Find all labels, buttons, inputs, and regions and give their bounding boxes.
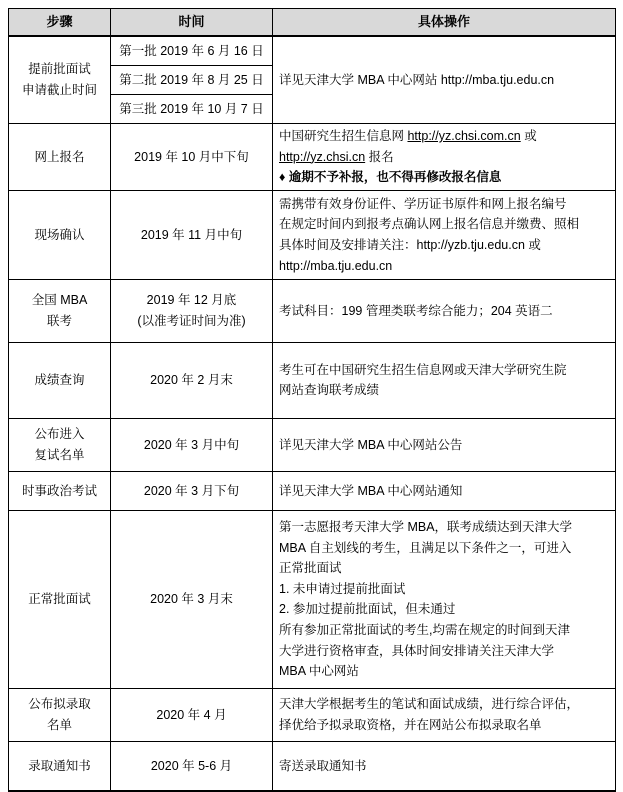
op-cell-onsite-confirmation xyxy=(273,190,616,279)
table-row xyxy=(9,342,616,418)
step-cell-admission-letter: 录取通知书 xyxy=(9,741,111,791)
time-cell: 2019 年 10 月中下旬 xyxy=(111,124,273,191)
time-cell: 2020 年 4 月 xyxy=(111,688,273,741)
table-row xyxy=(9,741,616,791)
op-text: 中国研究生招生信息网 xyxy=(279,129,408,143)
op-text: 或 xyxy=(520,129,537,143)
chsi-com-link[interactable]: http://yz.chsi.com.cn xyxy=(407,129,521,143)
table-row xyxy=(9,36,616,66)
op-bold-note: ♦ 逾期不予补报，也不得再修改报名信息 xyxy=(279,170,502,185)
op-cell-pre-interview: 详见天津大学 MBA 中心网站 http://mba.tju.edu.cn xyxy=(273,36,616,124)
table-row xyxy=(9,510,616,688)
op-line: 正常批面试 xyxy=(279,561,342,576)
step-line: 公布拟录取 xyxy=(28,697,91,712)
op-line xyxy=(279,126,609,147)
step-line: 复试名单 xyxy=(34,447,85,462)
op-line: 第一志愿报考天津大学 MBA，联考成绩达到天津大学 xyxy=(279,519,573,534)
table-row xyxy=(9,190,616,279)
op-cell-admission-letter: 寄送录取通知书 xyxy=(273,741,616,791)
time-cell: 2020 年 3 月中旬 xyxy=(111,418,273,471)
step-cell-score-inquiry: 成绩查询 xyxy=(9,342,111,418)
time-cell: 2020 年 3 月下旬 xyxy=(111,471,273,510)
op-line xyxy=(279,147,609,168)
op-line: 择优给予拟录取资格，并在网站公布拟录取名单 xyxy=(279,717,542,732)
time-line: (以准考证时间为准) xyxy=(137,313,246,328)
step-cell-admission-list xyxy=(9,688,111,741)
op-line: MBA 中心网站 xyxy=(279,664,359,679)
step-cell-pre-interview-deadline xyxy=(9,36,111,124)
time-cell: 2020 年 3 月末 xyxy=(111,510,273,688)
step-cell-online-registration: 网上报名 xyxy=(9,124,111,191)
table-row xyxy=(9,688,616,741)
op-cell-retest-list: 详见天津大学 MBA 中心网站公告 xyxy=(273,418,616,471)
time-cell xyxy=(111,279,273,342)
step-line: 全国 MBA xyxy=(31,293,88,308)
time-line: 2019 年 12 月底 xyxy=(146,293,237,308)
op-cell-politics-exam: 详见天津大学 MBA 中心网站通知 xyxy=(273,471,616,510)
op-line: 网站查询联考成绩 xyxy=(279,383,380,398)
step-cell-retest-list xyxy=(9,418,111,471)
op-line: 2. 参加过提前批面试，但未通过 xyxy=(279,602,456,617)
op-cell-online-registration xyxy=(273,124,616,191)
header-op: 具体操作 xyxy=(273,9,616,37)
header-time: 时间 xyxy=(111,9,273,37)
table-row xyxy=(9,471,616,510)
time-cell: 2019 年 11 月中旬 xyxy=(111,190,273,279)
op-line: 需携带有效身份证件、学历证书原件和网上报名编号 xyxy=(279,196,567,211)
time-cell-batch-2: 第二批 2019 年 8 月 25 日 xyxy=(111,66,273,95)
step-cell-politics-exam: 时事政治考试 xyxy=(9,471,111,510)
table-row xyxy=(9,124,616,191)
step-cell-national-exam xyxy=(9,279,111,342)
op-line: 具体时间及安排请关注：http://yzb.tju.edu.cn 或 xyxy=(279,237,541,252)
op-cell-score-inquiry xyxy=(273,342,616,418)
op-line: 天津大学根据考生的笔试和面试成绩，进行综合评估， xyxy=(279,697,580,712)
time-cell: 2020 年 5-6 月 xyxy=(111,741,273,791)
admissions-schedule-table xyxy=(8,8,616,792)
op-line: MBA 自主划线的考生，且满足以下条件之一，可进入 xyxy=(279,540,572,555)
step-cell-normal-interview: 正常批面试 xyxy=(9,510,111,688)
op-cell-national-exam: 考试科目：199 管理类联考综合能力；204 英语二 xyxy=(273,279,616,342)
op-line: 在规定时间内到报考点确认网上报名信息并缴费、照相 xyxy=(279,217,580,232)
op-cell-admission-list xyxy=(273,688,616,741)
time-cell-batch-1: 第一批 2019 年 6 月 16 日 xyxy=(111,36,273,66)
op-line: 1. 未申请过提前批面试 xyxy=(279,581,406,596)
table-header-row xyxy=(9,9,616,37)
step-line: 联考 xyxy=(46,313,72,328)
step-line: 公布进入 xyxy=(34,427,85,442)
op-line: 所有参加正常批面试的考生,均需在规定的时间到天津 xyxy=(279,623,570,637)
op-text: 报名 xyxy=(365,149,394,164)
step-line: 名单 xyxy=(46,717,72,732)
op-line: 考生可在中国研究生招生信息网或天津大学研究生院 xyxy=(279,362,567,377)
op-line: 大学进行资格审查，具体时间安排请关注天津大学 xyxy=(279,643,555,658)
table-row xyxy=(9,279,616,342)
op-cell-normal-interview xyxy=(273,510,616,688)
step-cell-onsite-confirmation: 现场确认 xyxy=(9,190,111,279)
table-row xyxy=(9,418,616,471)
header-step: 步骤 xyxy=(9,9,111,37)
step-line: 提前批面试 xyxy=(28,62,91,77)
time-cell: 2020 年 2 月末 xyxy=(111,342,273,418)
chsi-cn-link[interactable]: http://yz.chsi.cn xyxy=(279,149,366,164)
step-line: 申请截止时间 xyxy=(21,83,97,97)
time-cell-batch-3: 第三批 2019 年 10 月 7 日 xyxy=(111,95,273,124)
op-line: http://mba.tju.edu.cn xyxy=(279,258,393,273)
